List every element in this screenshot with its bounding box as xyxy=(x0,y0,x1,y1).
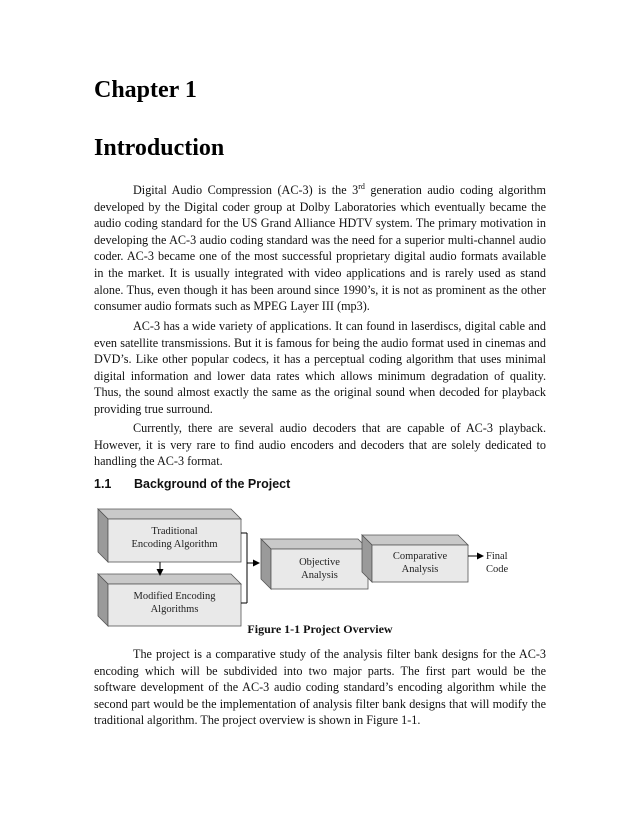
superscript-rd: rd xyxy=(358,181,365,191)
label-traditional-line2: Encoding Algorithm xyxy=(131,539,218,550)
label-objective xyxy=(271,556,368,582)
label-objective-line1: Objective xyxy=(299,557,340,568)
project-overview-diagram xyxy=(94,505,554,630)
subsection-number: 1.1 xyxy=(94,477,112,491)
paragraph-intro xyxy=(94,182,546,315)
label-comparative xyxy=(372,550,468,576)
label-comparative-line1: Comparative xyxy=(392,551,448,562)
figure-caption: Figure 1-1 Project Overview xyxy=(247,622,393,636)
chapter-title: Chapter 1 xyxy=(94,77,197,103)
paragraph-intro-text-cont: generation audio coding algorithm developed by the Digital coder group at Dolby Laboratories which eventually became the audio coding standard for the US Grand Alliance HDTV system. The primary motivation in developing the AC-3 audio coding standard was the need for a superior multi-channel audio coder. AC-3 became one of the most successful proprietary digital audio formats available in the market. It is usually integrated with video applications and is rarely used as stand alone. Thus, even though it has been around since 1990’s, it is not as prominent as the other consumer audio formats such as MPEG Layer III (mp3). xyxy=(94,183,546,314)
label-comparative-line2: Analysis xyxy=(401,564,439,575)
label-traditional xyxy=(108,525,241,551)
label-modified-line2: Algorithms xyxy=(150,604,199,615)
paragraph-current: Currently, there are several audio decoders that are capable of AC-3 playback. However, it is very rare to find audio encoders and decoders that are solely dedicated to handling the AC-3 format. xyxy=(94,421,546,469)
label-modified xyxy=(108,590,241,616)
label-modified-line1: Modified Encoding xyxy=(133,591,216,602)
subsection-heading xyxy=(94,477,290,491)
section-title: Introduction xyxy=(94,135,225,161)
label-final-line2: Code xyxy=(486,564,509,575)
label-final-line1: Final xyxy=(486,551,508,562)
label-objective-line2: Analysis xyxy=(301,570,338,581)
paragraph-project: The project is a comparative study of the analysis filter bank designs for the AC-3 encoding which will be subdivided into two major parts. The first part would be the software development of the AC-3 audio coding standard’s encoding algorithm while the second part would be the implementation of analysis filter bank designs that will modify the traditional algorithm. The project overview is shown in Figure 1-1. xyxy=(94,647,546,728)
paragraph-applications: AC-3 has a wide variety of applications. It can found in laserdiscs, digital cable and even satellite transmissions. But it is famous for being the audio format used in cinemas and DVD’s. Like other popular codecs, it has a perceptual coding algorithm that uses minimal digital information and lower data rates which allows minimum degradation of quality. Thus, the sound almost exactly the same as the original sound when decoded for playback providing true surround. xyxy=(94,319,546,416)
paragraph-intro-text: Digital Audio Compression (AC-3) is the 3 xyxy=(133,183,359,197)
subsection-title: Background of the Project xyxy=(134,477,291,491)
label-traditional-line1: Traditional xyxy=(151,526,198,537)
label-final-code xyxy=(486,550,516,576)
